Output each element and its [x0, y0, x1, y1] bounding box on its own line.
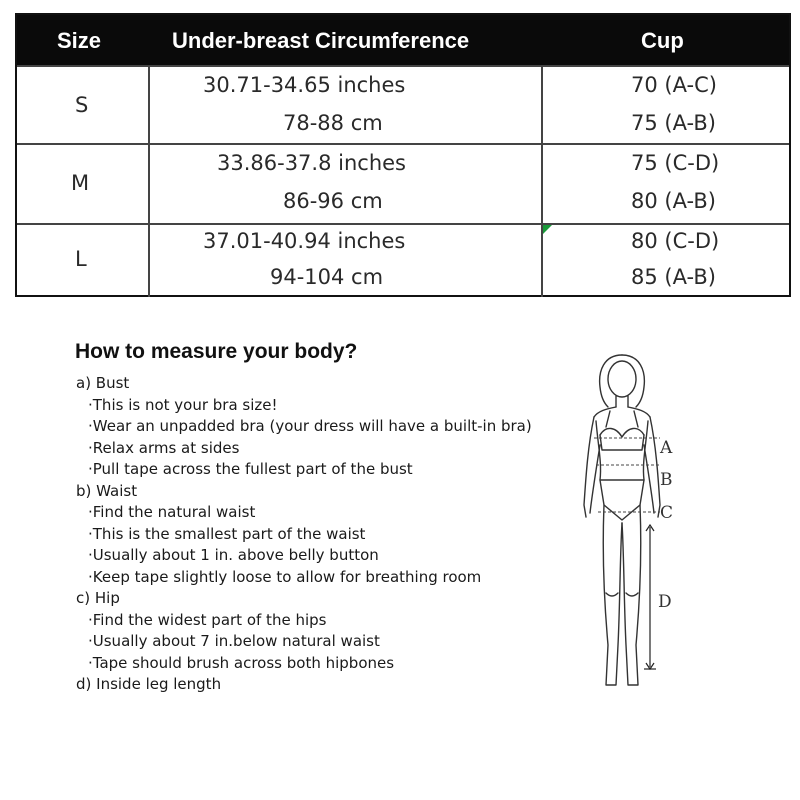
size-cell: S: [75, 93, 89, 117]
cup-cell: 70 (A-C): [631, 73, 717, 97]
label-a: A: [660, 438, 673, 458]
measure-instructions: [76, 373, 532, 696]
table-row: [17, 143, 789, 223]
cup-cell: 80 (A-B): [631, 189, 716, 213]
label-b: B: [660, 470, 673, 490]
table-header-row: [17, 15, 789, 65]
table-row: [17, 65, 789, 143]
inches-cell: 37.01-40.94 inches: [203, 229, 406, 253]
column-divider: [148, 65, 150, 297]
header-circumference: Under-breast Circumference: [172, 28, 470, 53]
cup-cell: 80 (C-D): [631, 229, 720, 253]
instruction-line: ·Usually about 1 in. above belly button: [88, 546, 379, 564]
instruction-line: ·Usually about 7 in.below natural waist: [88, 632, 380, 650]
instruction-heading: a) Bust: [76, 374, 130, 392]
cm-cell: 94-104 cm: [270, 265, 384, 289]
instruction-heading: b) Waist: [76, 481, 138, 500]
measure-guide-title: How to measure your body?: [75, 340, 358, 363]
size-chart-table: [15, 13, 791, 297]
size-cell: M: [71, 171, 90, 195]
instruction-line: ·This is not your bra size!: [88, 395, 278, 414]
instruction-line: ·Keep tape slightly loose to allow for breathing room: [88, 567, 482, 586]
instruction-line: ·Pull tape across the fullest part of the bust: [88, 460, 413, 478]
body-measurement-figure: [560, 345, 690, 705]
instruction-line: ·Find the natural waist: [88, 503, 256, 521]
label-d: D: [658, 592, 672, 612]
instruction-line: ·Relax arms at sides: [88, 438, 240, 457]
header-size: Size: [57, 28, 102, 53]
column-divider: [541, 65, 543, 297]
cm-cell: 86-96 cm: [283, 189, 383, 213]
label-c: C: [660, 503, 674, 523]
cell-corner-marker: [543, 225, 552, 234]
inches-cell: 30.71-34.65 inches: [203, 73, 406, 97]
cm-cell: 78-88 cm: [283, 111, 383, 135]
inches-cell: 33.86-37.8 inches: [217, 151, 406, 175]
header-cup: Cup: [641, 28, 684, 53]
instruction-line: ·This is the smallest part of the waist: [88, 524, 366, 543]
instruction-heading: d) Inside leg length: [76, 675, 222, 693]
cup-cell: 85 (A-B): [631, 265, 716, 289]
table-row: [17, 223, 789, 297]
instruction-line: ·Tape should brush across both hipbones: [88, 653, 395, 672]
cup-cell: 75 (A-B): [631, 111, 716, 135]
size-cell: L: [75, 247, 87, 271]
instruction-line: ·Find the widest part of the hips: [88, 610, 327, 629]
instruction-line: ·Wear an unpadded bra (your dress will have a built-in bra): [88, 417, 532, 435]
cup-cell: 75 (C-D): [631, 151, 720, 175]
instruction-heading: c) Hip: [76, 589, 120, 607]
